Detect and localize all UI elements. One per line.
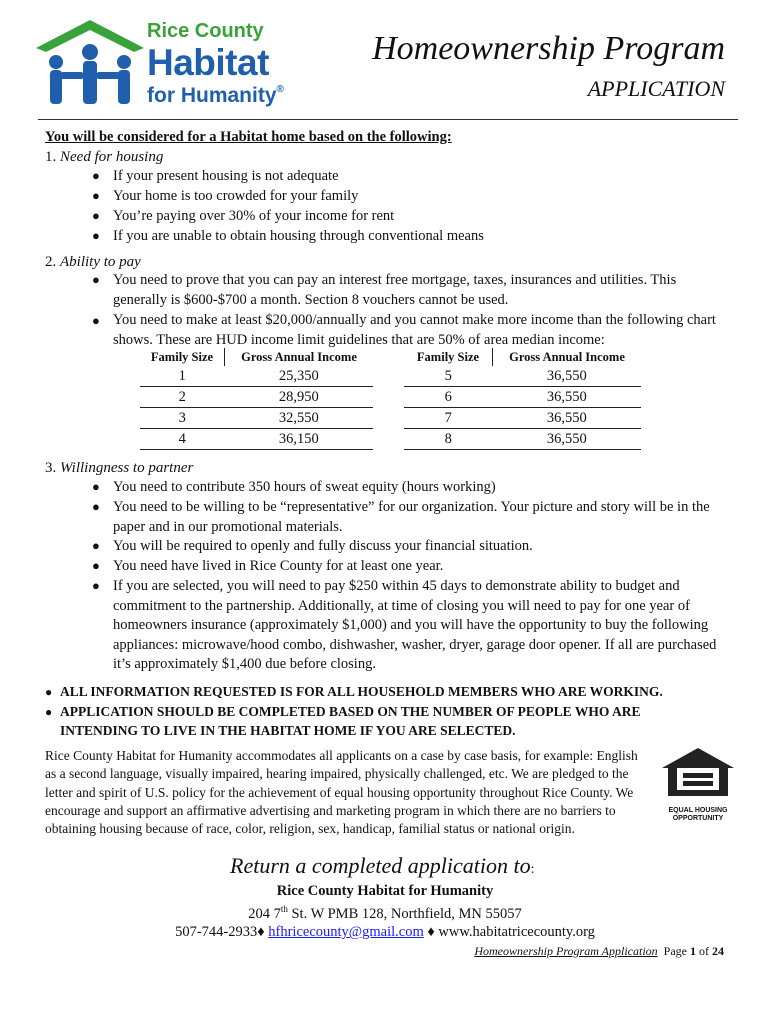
- table-header-row: [404, 348, 641, 366]
- table-header-row: [140, 348, 373, 366]
- family-size-cell: 7: [404, 408, 493, 429]
- logo-humanity: [147, 84, 284, 108]
- income-cell: 36,550: [493, 387, 642, 408]
- bullet-icon: ●: [92, 558, 100, 573]
- section-1-heading: [45, 147, 163, 167]
- bullet-icon: ●: [92, 538, 100, 553]
- column-header: Family Size: [404, 348, 493, 366]
- table-row: [140, 408, 373, 429]
- header-divider: [38, 119, 738, 120]
- income-cell: 36,150: [225, 429, 374, 450]
- logo-county: Rice County: [147, 20, 264, 42]
- return-heading-text: Return a completed application to: [230, 853, 531, 878]
- family-size-cell: 8: [404, 429, 493, 450]
- equal-housing-house-icon: [660, 746, 736, 798]
- bullet-icon: ●: [92, 313, 100, 328]
- return-address: [0, 904, 770, 923]
- income-cell: 36,550: [493, 366, 642, 387]
- program-title: Homeownership Program: [372, 30, 725, 67]
- footer-of-word: of: [699, 944, 709, 958]
- return-colon: :: [530, 862, 535, 877]
- table-row: [404, 366, 641, 387]
- section-3-title: Willingness to partner: [60, 460, 194, 476]
- family-size-cell: 2: [140, 387, 225, 408]
- section-3-bullet-1: You need to contribute 350 hours of sweat equity (hours working): [113, 479, 496, 495]
- policy-paragraph: Rice County Habitat for Humanity accommodates all applicants on a case by case basis, for example: English as a second language, visually impaired, hearing impaired, physically challenged, etc. We are pledged to the letter and spirit of U.S. policy for the achievement of equal housing opportunity throughout Rice County. We encourage and support an affirmative advertising and marketing program in which there are no barriers to obtaining housing because of race, color, religion, sex, handicap, familial status or national origin.: [45, 748, 638, 837]
- section-2-bullet-1: You need to prove that you can pay an interest free mortgage, taxes, insurances and utilities. This generally is $600-$700 a month. Section 8 vouchers cannot be used.: [113, 272, 677, 308]
- notice-2: APPLICATION SHOULD BE COMPLETED BASED ON THE NUMBER OF PEOPLE WHO ARE INTENDING TO LIVE IN THE HABITAT HOME IF YOU ARE SELECTED.: [60, 704, 641, 738]
- bullet-icon: ●: [45, 685, 53, 699]
- income-table-right: [404, 348, 641, 450]
- income-cell: 32,550: [225, 408, 374, 429]
- section-3-bullet-5: If you are selected, you will need to pay $250 within 45 days to demonstrate ability to budget and commitment to the partnership. Additionally, at time of closing you will need to pay for one year of homeowners insurance (approximately $1,000) and you will have the opportunity to buy the following appliances: microwave/hood combo, dishwasher, washer, dryer, garage door opener. If all are purchased it’s approximately $1,400 due before closing.: [113, 578, 717, 672]
- logo-habitat: Habitat: [147, 42, 269, 83]
- habitat-house-people-icon: [34, 18, 146, 110]
- return-contact: [0, 924, 770, 941]
- return-org: Rice County Habitat for Humanity: [276, 883, 494, 899]
- section-1-bullet-4: If you are unable to obtain housing through conventional means: [113, 228, 484, 244]
- section-1-title: Need for housing: [60, 149, 164, 165]
- section-1-bullet-1: If your present housing is not adequate: [113, 168, 339, 184]
- section-3-number: 3.: [45, 460, 57, 476]
- bullet-icon: ●: [92, 188, 100, 203]
- family-size-cell: 5: [404, 366, 493, 387]
- section-1-bullet-2: Your home is too crowded for your family: [113, 188, 359, 204]
- income-cell: 28,950: [225, 387, 374, 408]
- section-2-bullet-2: You need to make at least $20,000/annually and you cannot make more income than the following chart shows. These are HUD income limit guidelines that are 50% of area median income:: [113, 312, 716, 348]
- column-header: Family Size: [140, 348, 225, 366]
- logo-humanity-text: for Humanity: [147, 84, 277, 107]
- section-2-heading: [45, 252, 141, 272]
- footer-page-total: 24: [712, 944, 724, 958]
- table-row: [140, 429, 373, 450]
- section-3-bullet-4: You need have lived in Rice County for at least one year.: [113, 558, 444, 574]
- table-row: [140, 387, 373, 408]
- section-1-bullet-3: You’re paying over 30% of your income for rent: [113, 208, 395, 224]
- habitat-logo: [34, 18, 146, 110]
- bullet-icon: ●: [45, 705, 53, 719]
- website-text: www.habitatricecounty.org: [438, 924, 595, 940]
- bullet-icon: ●: [92, 208, 100, 223]
- table-row: [404, 408, 641, 429]
- bullet-icon: ●: [92, 168, 100, 183]
- footer-page-number: 1: [690, 944, 696, 958]
- page-footer: [474, 944, 724, 959]
- table-row: [140, 366, 373, 387]
- table-row: [404, 387, 641, 408]
- family-size-cell: 6: [404, 387, 493, 408]
- footer-doc-name: Homeownership Program Application: [474, 944, 658, 958]
- equal-housing-line1: EQUAL HOUSING: [668, 807, 728, 814]
- income-table-left: [140, 348, 373, 450]
- column-header: Gross Annual Income: [241, 349, 357, 364]
- section-3-bullet-2: You need to be willing to be “representative” for our organization. Your picture and story will be in the paper and in our promotional materials.: [113, 499, 710, 535]
- registered-mark: ®: [276, 84, 284, 95]
- footer-page-word: Page: [663, 944, 687, 958]
- section-3-heading: [45, 458, 193, 478]
- section-2-number: 2.: [45, 254, 57, 270]
- address-ordinal: th: [280, 904, 288, 914]
- address-street-number: 204 7: [248, 905, 281, 922]
- income-cell: 36,550: [493, 408, 642, 429]
- phone-number: 507-744-2933: [175, 924, 258, 940]
- table-row: [404, 429, 641, 450]
- intro-heading: You will be considered for a Habitat home based on the following:: [45, 129, 452, 145]
- return-heading: [230, 853, 535, 879]
- bullet-icon: ●: [92, 272, 100, 287]
- family-size-cell: 3: [140, 408, 225, 429]
- equal-housing-logo: [660, 746, 736, 824]
- section-1-number: 1.: [45, 149, 57, 165]
- equal-housing-line2: OPPORTUNITY: [672, 815, 724, 822]
- address-rest: St. W PMB 128, Northfield, MN 55057: [287, 905, 522, 922]
- column-header: Gross Annual Income: [509, 349, 625, 364]
- application-title: APPLICATION: [587, 76, 725, 101]
- bullet-icon: ●: [92, 578, 100, 593]
- bullet-icon: ●: [92, 479, 100, 494]
- section-2-title: Ability to pay: [60, 254, 141, 270]
- notice-1: ALL INFORMATION REQUESTED IS FOR ALL HOUSEHOLD MEMBERS WHO ARE WORKING.: [60, 684, 663, 699]
- bullet-icon: ●: [92, 228, 100, 243]
- diamond-icon: ♦: [257, 924, 265, 940]
- income-cell: 36,550: [493, 429, 642, 450]
- family-size-cell: 4: [140, 429, 225, 450]
- bullet-icon: ●: [92, 499, 100, 514]
- section-3-bullet-3: You will be required to openly and fully discuss your financial situation.: [113, 538, 533, 554]
- email-link[interactable]: hfhricecounty@gmail.com: [268, 924, 424, 940]
- diamond-icon: ♦: [427, 924, 435, 940]
- family-size-cell: 1: [140, 366, 225, 387]
- income-cell: 25,350: [225, 366, 374, 387]
